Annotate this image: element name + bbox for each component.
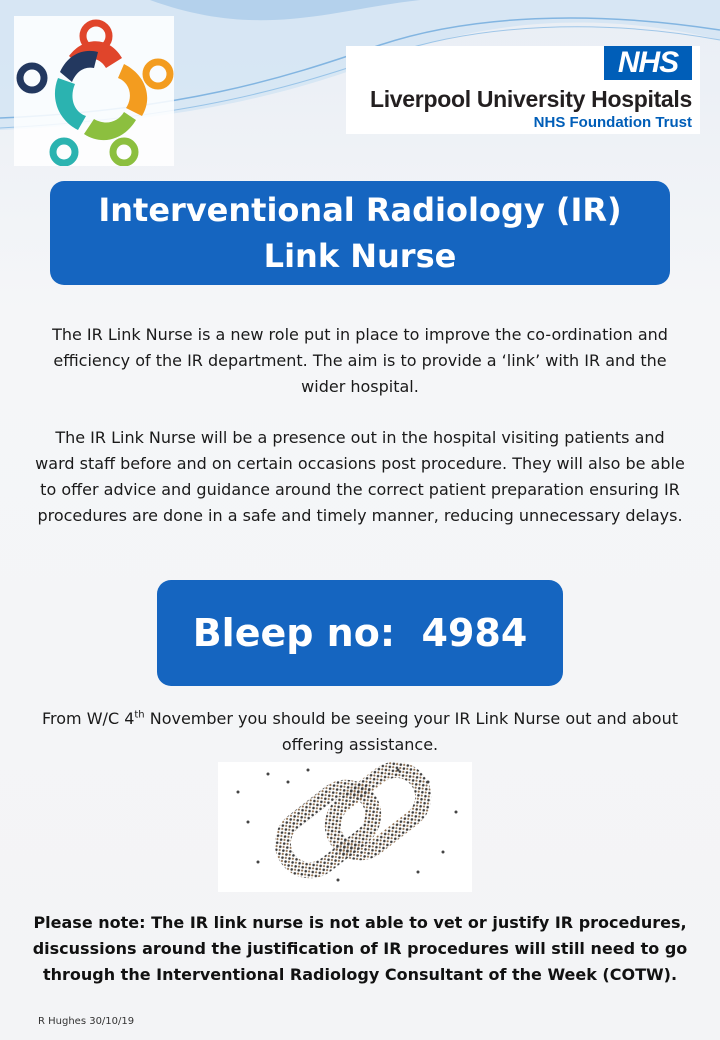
- intro-paragraph-1: The IR Link Nurse is a new role put in place to improve the co-ordination and efficiency of the IR department. The aim is to provide a ‘link’ with IR and the wider hospital.: [52, 325, 668, 396]
- nhs-badge: NHS: [604, 46, 692, 80]
- title-line-1: Interventional Radiology (IR): [98, 191, 622, 229]
- important-note: Please note: The IR link nurse is not able to vet or justify IR procedures, discussions around the justification of IR procedures will still need to go through the Interventional Radiology Consultant of the Week (COTW).: [32, 913, 688, 984]
- nhs-trust-logo: [346, 46, 700, 134]
- trust-subtitle: NHS Foundation Trust: [533, 114, 692, 131]
- trust-name: Liverpool University Hospitals: [369, 86, 692, 112]
- bleep-number-banner: [157, 580, 563, 686]
- bleep-label: Bleep no: 4984: [192, 611, 528, 655]
- team-circle-logo: [14, 16, 174, 166]
- start-superscript: th: [134, 709, 145, 721]
- chain-link-crowd-image: [218, 762, 472, 892]
- start-suffix: November you should be seeing your IR Link Nurse out and about offering assistance.: [144, 709, 678, 754]
- start-date-paragraph: [34, 706, 686, 758]
- start-prefix: From W/C 4: [42, 709, 135, 728]
- intro-paragraph-2: The IR Link Nurse will be a presence out in the hospital visiting patients and ward staff before and on certain occasions post procedure. They will also be able to offer advice and guidance around the correct patient preparation ensuring IR procedures are done in a safe and timely manner, reducing unnecessary delays.: [35, 428, 685, 525]
- title-banner: [50, 181, 670, 285]
- title-line-2: Link Nurse: [263, 237, 457, 275]
- author-credit: R Hughes 30/10/19: [38, 1016, 135, 1027]
